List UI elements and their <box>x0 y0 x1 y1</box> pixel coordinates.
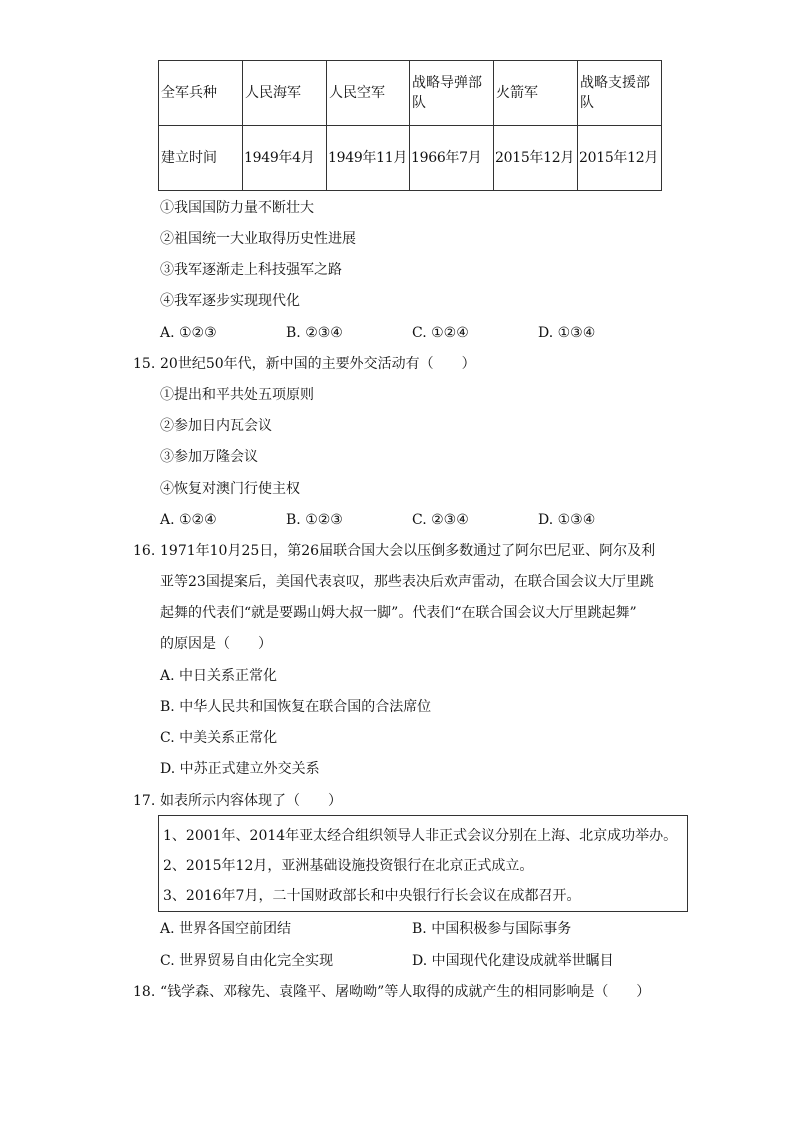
option-d[interactable]: D. ①③④ <box>538 325 596 341</box>
option-a[interactable]: A. 中日关系正常化 <box>160 668 278 684</box>
question-number: 18. <box>133 984 156 1000</box>
statement: ④恢复对澳门行使主权 <box>160 481 300 497</box>
table-cell: 1949年4月 <box>243 126 327 191</box>
question-stem: 20世纪50年代，新中国的主要外交活动有（ ） <box>160 356 476 372</box>
statement: ④我军逐步实现现代化 <box>160 293 300 309</box>
question-number: 17. <box>133 793 156 809</box>
question-stem: 1971年10月25日，第26届联合国大会以压倒多数通过了阿尔巴尼亚、阿尔及利 <box>160 543 656 559</box>
option-c[interactable]: C. ①②④ <box>412 325 469 341</box>
statement: ③我军逐渐走上科技强军之路 <box>160 262 342 278</box>
question-number: 15. <box>133 356 156 372</box>
info-box <box>158 815 688 912</box>
option-d[interactable]: D. 中国现代化建设成就举世瞩目 <box>412 953 614 969</box>
question-stem: “钱学森、邓稼先、袁隆平、屠呦呦”等人取得的成就产生的相同影响是（ ） <box>160 984 651 1000</box>
option-c[interactable]: C. ②③④ <box>412 512 469 528</box>
table-cell: 人民空军 <box>327 61 410 126</box>
statement: ①提出和平共处五项原则 <box>160 387 314 403</box>
table-row <box>159 126 662 191</box>
option-a[interactable]: A. ①②④ <box>160 512 217 528</box>
info-line: 1、2001年、2014年亚太经合组织领导人非正式会议分别在上海、北京成功举办。 <box>163 828 678 844</box>
option-d[interactable]: D. 中苏正式建立外交关系 <box>160 761 320 777</box>
military-branch-table <box>158 60 662 191</box>
option-b[interactable]: B. 中国积极参与国际事务 <box>412 921 572 937</box>
table-row <box>159 61 662 126</box>
table-cell: 战略导弹部队 <box>410 61 494 126</box>
question-stem: 的原因是（ ） <box>160 636 272 652</box>
statement: ②祖国统一大业取得历史性进展 <box>160 231 356 247</box>
option-b[interactable]: B. ②③④ <box>286 325 343 341</box>
table-cell: 火箭军 <box>494 61 578 126</box>
option-c[interactable]: C. 中美关系正常化 <box>160 730 278 746</box>
option-b[interactable]: B. 中华人民共和国恢复在联合国的合法席位 <box>160 699 432 715</box>
statement: ①我国国防力量不断壮大 <box>160 200 314 216</box>
table-cell: 1966年7月 <box>410 126 494 191</box>
question-stem: 起舞的代表们“就是要踢山姆大叔一脚”。代表们“在联合国会议大厅里跳起舞” <box>160 605 637 621</box>
table-cell: 战略支援部队 <box>578 61 662 126</box>
table-cell: 建立时间 <box>159 126 243 191</box>
question-number: 16. <box>133 543 156 559</box>
option-c[interactable]: C. 世界贸易自由化完全实现 <box>160 953 334 969</box>
table-cell: 人民海军 <box>243 61 327 126</box>
table-cell: 1949年11月 <box>327 126 410 191</box>
info-line: 2、2015年12月，亚洲基础设施投资银行在北京正式成立。 <box>163 858 534 874</box>
table-cell: 全军兵种 <box>159 61 243 126</box>
option-d[interactable]: D. ①③④ <box>538 512 596 528</box>
statement: ③参加万隆会议 <box>160 449 258 465</box>
question-stem: 亚等23国提案后，美国代表哀叹，那些表决后欢声雷动，在联合国会议大厅里跳 <box>160 574 654 590</box>
option-a[interactable]: A. ①②③ <box>160 325 217 341</box>
option-a[interactable]: A. 世界各国空前团结 <box>160 921 292 937</box>
question-stem: 如表所示内容体现了（ ） <box>160 793 342 809</box>
statement: ②参加日内瓦会议 <box>160 418 272 434</box>
table-cell: 2015年12月 <box>578 126 662 191</box>
table-cell: 2015年12月 <box>494 126 578 191</box>
info-line: 3、2016年7月，二十国财政部长和中央银行行长会议在成都召开。 <box>163 888 581 904</box>
option-b[interactable]: B. ①②③ <box>286 512 343 528</box>
